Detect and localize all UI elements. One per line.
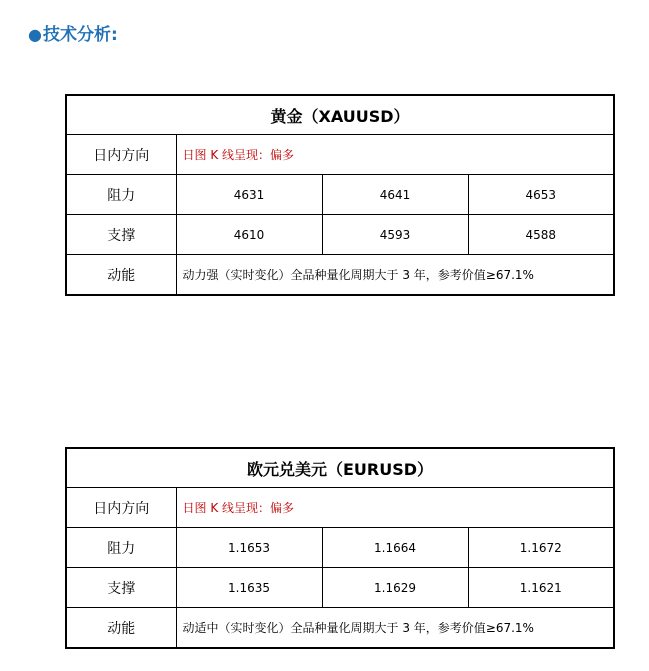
support-value-3: 4588 (468, 215, 614, 255)
table-title: 欧元兑美元（EURUSD） (66, 448, 614, 488)
table-title: 黄金（XAUUSD） (66, 95, 614, 135)
eurusd-analysis-table (65, 447, 615, 649)
direction-label: 日内方向 (66, 135, 176, 175)
table-header-row (66, 448, 614, 488)
support-row (66, 568, 614, 608)
resistance-value-2: 1.1664 (322, 528, 468, 568)
momentum-row (66, 608, 614, 649)
resistance-value-1: 4631 (176, 175, 322, 215)
resistance-value-3: 4653 (468, 175, 614, 215)
resistance-value-1: 1.1653 (176, 528, 322, 568)
support-row (66, 215, 614, 255)
direction-row (66, 488, 614, 528)
support-value-3: 1.1621 (468, 568, 614, 608)
bullet-icon: ● (28, 25, 42, 44)
resistance-label: 阻力 (66, 175, 176, 215)
section-title-text: 技术分析: (42, 25, 118, 45)
support-label: 支撑 (66, 568, 176, 608)
support-value-2: 1.1629 (322, 568, 468, 608)
resistance-value-3: 1.1672 (468, 528, 614, 568)
direction-label: 日内方向 (66, 488, 176, 528)
gold-analysis-table (65, 94, 615, 296)
momentum-row (66, 255, 614, 296)
direction-value: 日图 K 线呈现：偏多 (176, 488, 614, 528)
resistance-value-2: 4641 (322, 175, 468, 215)
support-value-1: 1.1635 (176, 568, 322, 608)
resistance-row (66, 175, 614, 215)
support-value-2: 4593 (322, 215, 468, 255)
direction-row (66, 135, 614, 175)
resistance-label: 阻力 (66, 528, 176, 568)
support-value-1: 4610 (176, 215, 322, 255)
momentum-label: 动能 (66, 255, 176, 296)
section-heading (28, 20, 118, 45)
table-header-row (66, 95, 614, 135)
momentum-value: 动适中（实时变化）全品种量化周期大于 3 年，参考价值≥67.1% (176, 608, 614, 649)
direction-value: 日图 K 线呈现：偏多 (176, 135, 614, 175)
resistance-row (66, 528, 614, 568)
momentum-value: 动力强（实时变化）全品种量化周期大于 3 年，参考价值≥67.1% (176, 255, 614, 296)
support-label: 支撑 (66, 215, 176, 255)
momentum-label: 动能 (66, 608, 176, 649)
